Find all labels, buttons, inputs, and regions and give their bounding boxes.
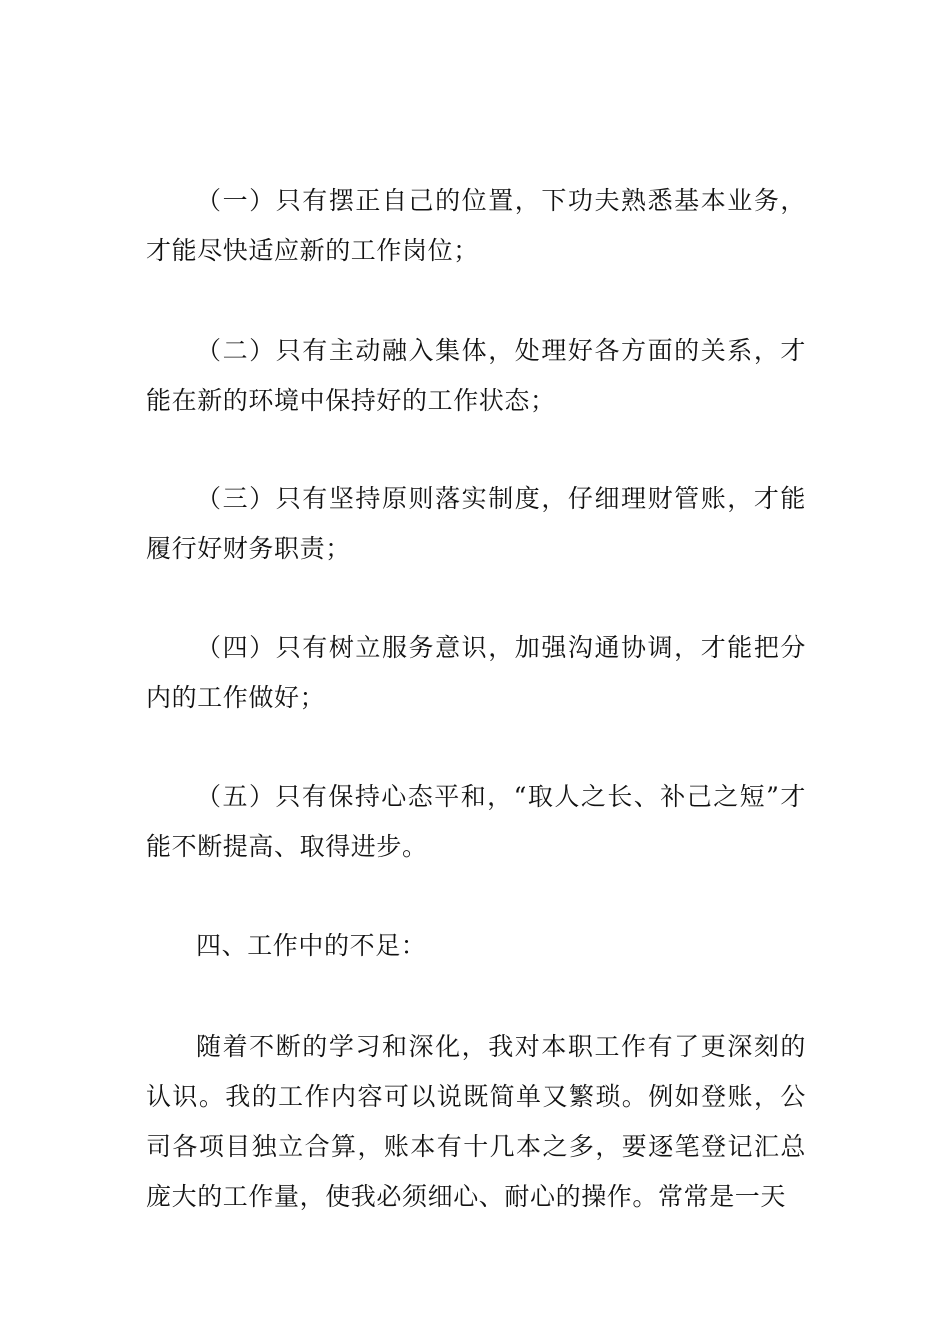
paragraph-point-3: （三）只有坚持原则落实制度，仔细理财管账，才能履行好财务职责；: [146, 484, 806, 563]
paragraph-point-1: （一）只有摆正自己的位置，下功夫熟悉基本业务，才能尽快适应新的工作岗位；: [146, 186, 806, 265]
paragraph-body: 随着不断的学习和深化，我对本职工作有了更深刻的认识。我的工作内容可以说既简单又繁琐。例如登账，公司各项目独立合算，账本有十几本之多，要逐笔登记汇总庞大的工作量，使我必须细心、耐心的操作。常常是一天: [146, 1032, 806, 1211]
paragraph-point-4: （四）只有树立服务意识，加强沟通协调，才能把分内的工作做好；: [146, 633, 806, 712]
paragraph-point-5: （五）只有保持心态平和，“取人之长、补己之短”才能不断提高、取得进步。: [146, 782, 806, 861]
section-heading-shortcomings: 四、工作中的不足：: [196, 931, 427, 960]
paragraph-point-2: （二）只有主动融入集体，处理好各方面的关系，才能在新的环境中保持好的工作状态；: [146, 336, 806, 415]
